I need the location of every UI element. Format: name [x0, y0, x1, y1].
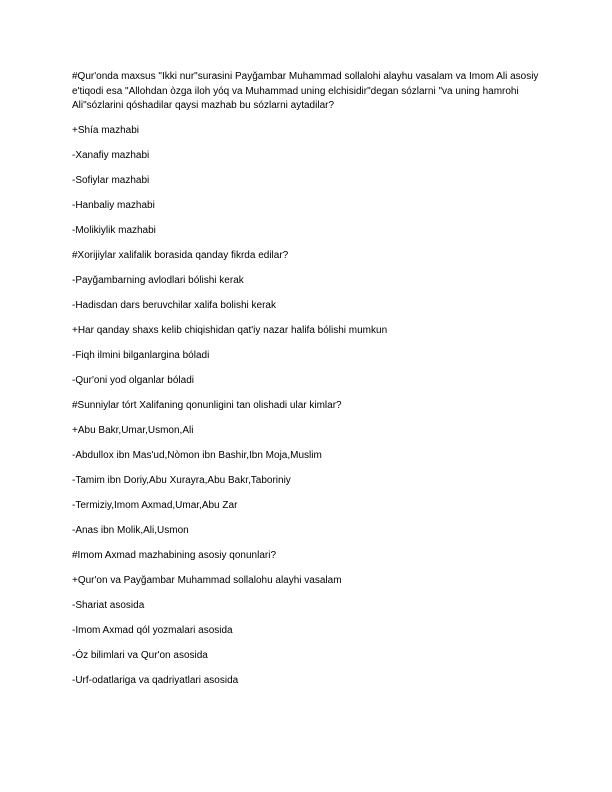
answer-3-b: -Abdullox ibn Mas'ud,Nòmon ibn Bashir,Ibn Moja,Muslim: [72, 450, 322, 461]
answer-4-d: -Óz bilimlari va Qur'on asosida: [72, 650, 208, 661]
document-body: [72, 70, 552, 699]
answer-1-e: -Molikiylik mazhabi: [72, 225, 156, 236]
question-2: #Xorijiylar xalifalik borasida qanday fikrda edilar?: [72, 250, 289, 261]
answer-1-c: -Sofiylar mazhabi: [72, 175, 150, 186]
question-3: #Sunniylar tórt Xalifaning qonunligini tan olishadi ular kimlar?: [72, 400, 342, 411]
answer-2-e: -Qur'oni yod olganlar bóladi: [72, 375, 194, 386]
answer-1-b: -Xanafiy mazhabi: [72, 150, 150, 161]
question-4: #Imom Axmad mazhabining asosiy qonunlari?: [72, 550, 276, 561]
answer-2-b: -Hadisdan dars beruvchilar xalifa bolishi kerak: [72, 300, 276, 311]
answer-1-a: +Shía mazhabi: [72, 125, 139, 136]
answer-2-a: -Payğambarning avlodlari bólishi kerak: [72, 275, 244, 286]
answer-3-d: -Termiziy,Imom Axmad,Umar,Abu Zar: [72, 500, 238, 511]
answer-4-c: -Imom Axmad qól yozmalari asosida: [72, 625, 233, 636]
answer-3-c: -Tamim ibn Doriy,Abu Xurayra,Abu Bakr,Taboriniy: [72, 475, 291, 486]
answer-2-c: +Har qanday shaxs kelib chiqishidan qat'iy nazar halifa bólishi mumkun: [72, 325, 388, 336]
answer-3-a: +Abu Bakr,Umar,Usmon,Ali: [72, 425, 194, 436]
answer-3-e: -Anas ibn Molik,Ali,Usmon: [72, 525, 189, 536]
answer-4-b: -Shariat asosida: [72, 600, 145, 611]
answer-4-a: +Qur'on va Payğambar Muhammad sollalohu alayhi vasalam: [72, 575, 342, 586]
answer-2-d: -Fiqh ilmini bilganlargina bóladi: [72, 350, 210, 361]
answer-4-e: -Urf-odatlariga va qadriyatlari asosida: [72, 675, 239, 686]
answer-1-d: -Hanbaliy mazhabi: [72, 200, 155, 211]
question-1: #Qur'onda maxsus "Ikki nur"surasini Payğambar Muhammad sollalohi alayhu vasalam va Imom Ali asosiy e'tiqodi esa "Allohdan òzga iloh yóq va Muhammad uning elchisidir"degan sózlarni "va uning hamrohi Ali"sózlarini qóshadilar qaysi mazhab bu sózlarni aytadilar?: [72, 71, 539, 111]
